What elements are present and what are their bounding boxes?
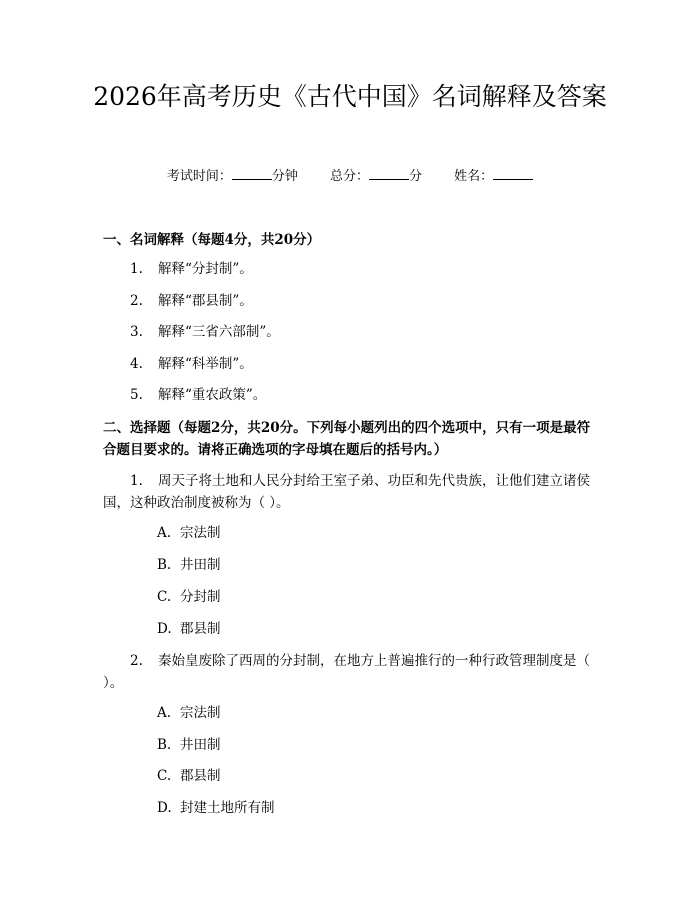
question-text: 秦始皇废除了西周的分封制，在地方上普遍推行的一种行政管理制度是（ ）。 xyxy=(103,653,590,691)
student-name-label: 姓名： xyxy=(454,169,494,184)
definition-item xyxy=(130,291,253,311)
option-b[interactable] xyxy=(157,555,221,575)
option-letter: B. xyxy=(157,737,172,753)
option-text: 宗法制 xyxy=(180,525,221,541)
total-score-unit: 分 xyxy=(409,169,423,184)
option-c[interactable] xyxy=(157,587,221,607)
option-letter: D. xyxy=(157,800,172,816)
item-number: 4. xyxy=(130,356,143,372)
question-number: 2. xyxy=(130,653,143,669)
option-letter: C. xyxy=(157,768,172,784)
total-score-field xyxy=(330,169,422,184)
item-number: 2. xyxy=(130,293,143,309)
total-score-label: 总分： xyxy=(329,169,369,184)
exam-info-line xyxy=(0,167,700,187)
option-text: 分封制 xyxy=(180,589,221,605)
item-text: 解释“郡县制”。 xyxy=(158,293,253,309)
option-text: 郡县制 xyxy=(180,621,221,637)
exam-time-unit: 分钟 xyxy=(271,169,298,184)
option-a[interactable] xyxy=(157,703,221,723)
section-2-heading: 二、选择题（每题2分，共20分。下列每小题列出的四个选项中，只有一项是最符合题目要求的。请将正确选项的字母填在题后的括号内。） xyxy=(103,420,591,458)
student-name-blank[interactable] xyxy=(493,167,533,180)
exam-time-field xyxy=(167,169,298,184)
question-number: 1. xyxy=(130,473,143,489)
option-b[interactable] xyxy=(157,735,221,755)
item-text: 解释“三省六部制”。 xyxy=(158,324,280,340)
definition-item xyxy=(130,354,253,374)
option-letter: A. xyxy=(157,705,172,721)
question-2 xyxy=(103,650,601,694)
item-number: 1. xyxy=(130,261,143,277)
definition-item xyxy=(130,322,280,342)
definition-item xyxy=(130,259,253,279)
item-number: 5. xyxy=(130,387,143,403)
question-text: 周天子将土地和人民分封给王室子弟、功臣和先代贵族，让他们建立诸侯国，这种政治制度被称为（ ）。 xyxy=(103,473,590,511)
item-text: 解释“分封制”。 xyxy=(158,261,253,277)
definition-item xyxy=(130,385,266,405)
option-text: 井田制 xyxy=(180,557,221,573)
option-d[interactable] xyxy=(157,798,275,818)
option-text: 井田制 xyxy=(180,737,221,753)
section-1-heading: 一、名词解释（每题4分，共20分） xyxy=(103,232,321,248)
option-c[interactable] xyxy=(157,766,221,786)
item-text: 解释“科举制”。 xyxy=(158,356,253,372)
page-title: 2026年高考历史《古代中国》名词解释及答案 xyxy=(93,82,607,111)
student-name-field xyxy=(454,169,533,184)
option-text: 郡县制 xyxy=(180,768,221,784)
total-score-blank[interactable] xyxy=(369,167,409,180)
question-1 xyxy=(103,470,601,514)
item-text: 解释“重农政策”。 xyxy=(158,387,267,403)
option-letter: A. xyxy=(157,525,172,541)
option-text: 宗法制 xyxy=(180,705,221,721)
item-number: 3. xyxy=(130,324,143,340)
exam-time-label: 考试时间： xyxy=(166,169,232,184)
option-text: 封建土地所有制 xyxy=(180,800,275,816)
exam-time-blank[interactable] xyxy=(232,167,272,180)
option-d[interactable] xyxy=(157,619,221,639)
option-a[interactable] xyxy=(157,523,221,543)
option-letter: C. xyxy=(157,589,172,605)
option-letter: B. xyxy=(157,557,172,573)
option-letter: D. xyxy=(157,621,172,637)
